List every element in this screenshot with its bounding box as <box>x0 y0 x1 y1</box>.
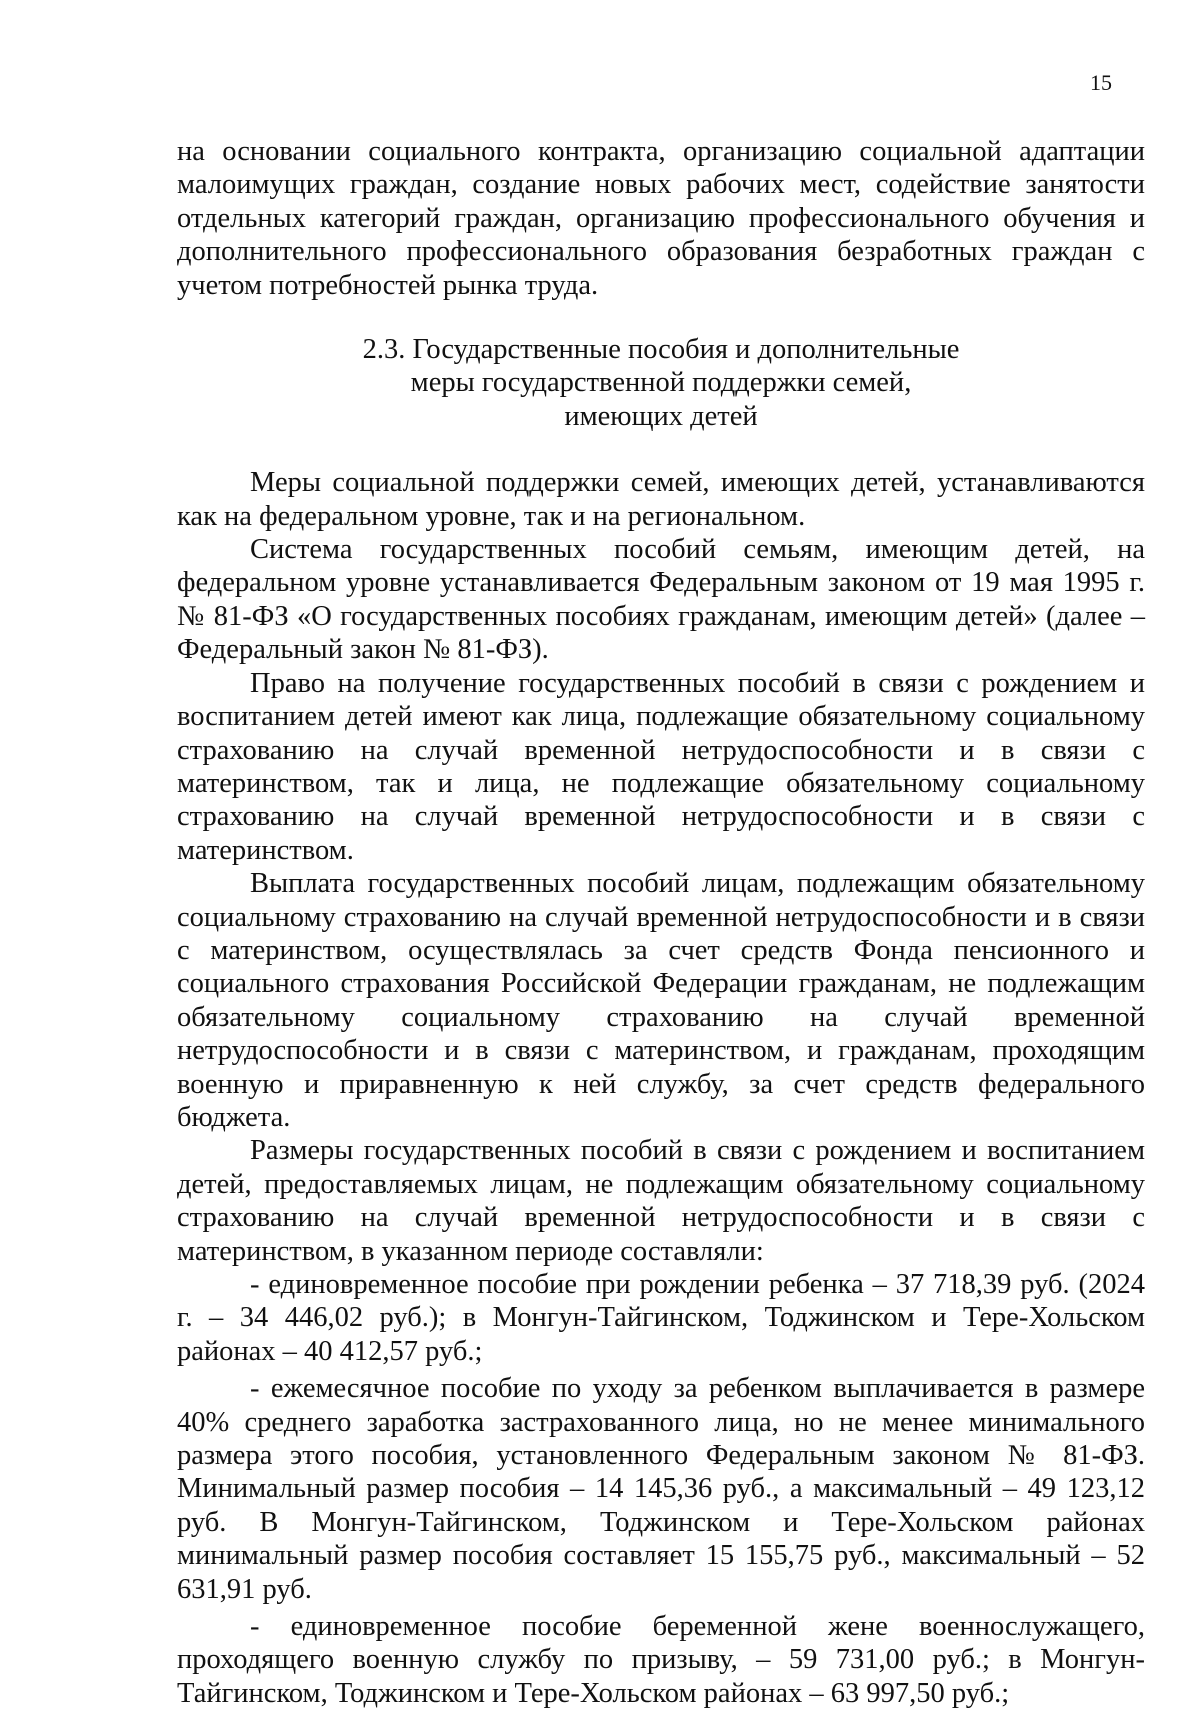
paragraph: Меры социальной поддержки семей, имеющих детей, устанавливаются как на федеральном уровне, так и на региональном. <box>177 467 1145 532</box>
list-item: - единовременное пособие при рождении ребенка – 37 718,39 руб. (2024 г. – 34 446,02 руб.); в Монгун-Тайгинском, Тоджинском и Тере-Хольском районах – 40 412,57 руб.; <box>177 1269 1145 1367</box>
section-heading-line-2: меры государственной поддержки семей, <box>410 367 912 399</box>
list-item: - ежемесячное пособие по уходу за ребенком выплачивается в размере 40% среднего заработка застрахованного лица, но не менее минимального размера этого пособия, установленного Федеральным законом № 81-ФЗ. Минимальный размер пособия – 14 145,36 руб., а максимальный – 49 123,12 руб. В Монгун-Тайгинском, Тоджинском и Тере-Хольском районах минимальный размер пособия составляет 15 155,75 руб., максимальный – 52 631,91 руб. <box>177 1373 1145 1605</box>
page-content <box>177 135 1145 1710</box>
section-heading <box>177 333 1145 433</box>
list-item: - единовременное пособие беременной жене военнослужащего, проходящего военную службу по призыву, – 59 731,00 руб.; в Монгун-Тайгинском, Тоджинском и Тере-Хольском районах – 63 997,50 руб.; <box>177 1611 1145 1709</box>
section-heading-line-3: имеющих детей <box>564 400 758 432</box>
intro-paragraph: на основании социального контракта, организацию социальной адаптации малоимущих граждан, создание новых рабочих мест, содействие занятости отдельных категорий граждан, организацию профессионального обучения и дополнительного профессионального образования безработных граждан с учетом потребностей рынка труда. <box>177 136 1145 301</box>
paragraph: Система государственных пособий семьям, имеющим детей, на федеральном уровне устанавливается Федеральным законом от 19 мая 1995 г. № 81-ФЗ «О государственных пособиях гражданам, имеющим детей» (далее – Федеральный закон № 81-ФЗ). <box>177 534 1145 666</box>
paragraph: Выплата государственных пособий лицам, подлежащим обязательному социальному страхованию на случай временной нетрудоспособности и в связи с материнством, осуществлялась за счет средств Фонда пенсионного и социального страхования Российской Федерации гражданам, не подлежащим обязательному социальному страхованию на случай временной нетрудоспособности и в связи с материнством, и гражданам, проходящим военную и приравненную к ней службу, за счет средств федерального бюджета. <box>177 868 1145 1133</box>
paragraph: Размеры государственных пособий в связи с рождением и воспитанием детей, предоставляемых лицам, не подлежащим обязательному социальному страхованию на случай временной нетрудоспособности и в связи с материнством, в указанном периоде составляли: <box>177 1135 1145 1267</box>
section-heading-line-1: 2.3. Государственные пособия и дополнительные <box>362 334 960 366</box>
paragraph: Право на получение государственных пособий в связи с рождением и воспитанием детей имеют как лица, подлежащие обязательному социальному страхованию на случай временной нетрудоспособности и в связи с материнством, так и лица, не подлежащие обязательному социальному страхованию на случай временной нетрудоспособности и в связи с материнством. <box>177 667 1145 866</box>
page-number: 15 <box>1090 70 1112 95</box>
